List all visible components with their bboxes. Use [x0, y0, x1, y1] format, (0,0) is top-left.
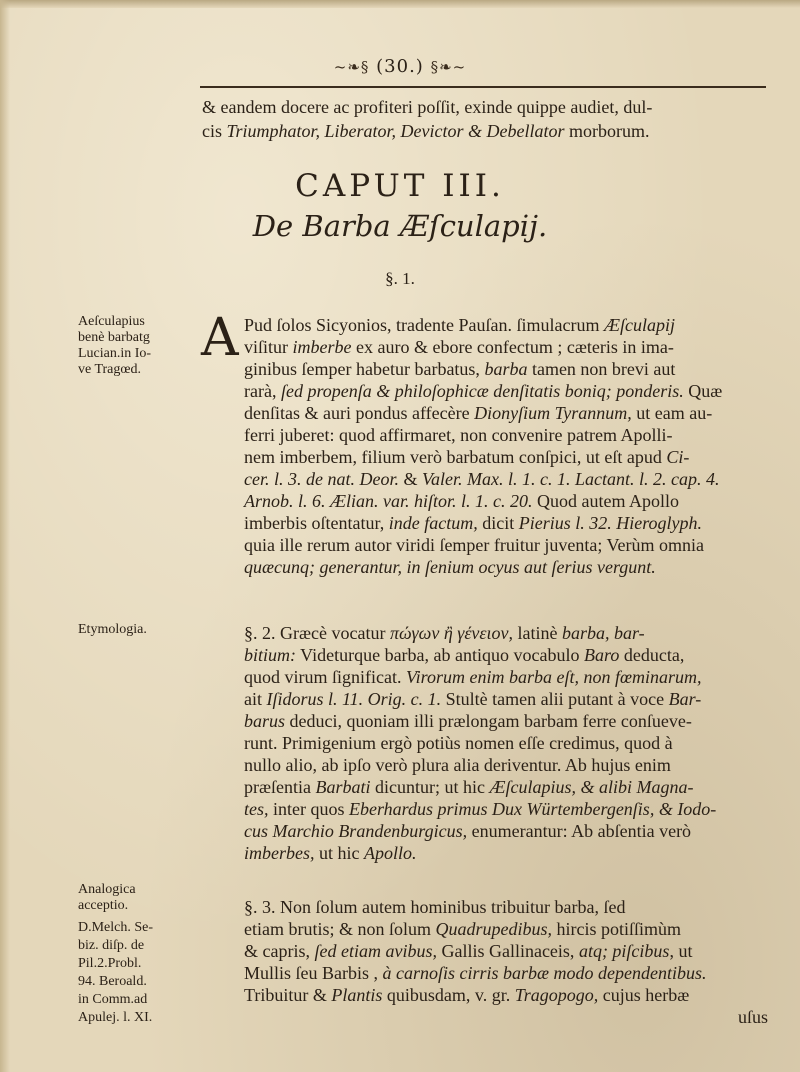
text-line: præſentia Barbati dicuntur; ut hic Æſculapius, & alibi Magna- — [244, 777, 694, 797]
page-number — [0, 56, 800, 77]
chapter-title: CAPUT III. — [295, 168, 505, 204]
text-line: tes, inter quos Eberhardus primus Dux Würtembergenſis, & Iodo- — [244, 799, 717, 819]
catchword: uſus — [738, 1007, 769, 1027]
text-line: Tribuitur & Plantis quibusdam, v. gr. Tragopogo, cujus herbæ — [244, 985, 690, 1005]
margin-note: Analogica — [78, 882, 136, 897]
margin-note: benè barbatg — [78, 330, 150, 345]
text-line: runt. Primigenium ergò potiùs nomen eſſe credimus, quod à — [244, 733, 673, 753]
header-rule — [200, 86, 766, 88]
page-number-text: (30.) — [376, 56, 424, 77]
text-line: ginibus ſemper habetur barbatus, barba tamen non brevi aut — [244, 359, 676, 379]
text-line: ferri juberet: quod affirmaret, non convenire patrem Apolli- — [244, 425, 673, 445]
margin-note: ve Tragœd. — [78, 362, 142, 377]
drop-cap: A — [201, 308, 239, 368]
text-line: cis Triumphator, Liberator, Devictor & Debellator morborum. — [202, 121, 650, 141]
margin-note: acceptio. — [78, 898, 129, 913]
text-line: bitium: Videturque barba, ab antiquo vocabulo Baro deducta, — [244, 645, 685, 665]
text-line: & eandem docere ac profiteri poſſit, exinde quippe audiet, dul- — [202, 97, 653, 117]
text-line: Pud ſolos Sicyonios, tradente Pauſan. ſimulacrum Æſculapij — [244, 315, 675, 335]
text-line: denſitas & auri pondus affecère Dionyſium Tyrannum, ut eam au- — [244, 403, 713, 423]
margin-note: biz. diſp. de — [78, 938, 145, 953]
text-line: etiam brutis; & non ſolum Quadrupedibus, hircis potiſſimùm — [244, 919, 681, 939]
right-ornament: §❧~ — [430, 58, 467, 76]
text-line: quæcunq; generantur, in ſenium ocyus aut ſerius vergunt. — [244, 557, 656, 577]
margin-note: 94. Beroald. — [78, 974, 147, 989]
text-line: nullo alio, ab ipſo verò plura alia deriventur. Ab hujus enim — [244, 755, 671, 775]
text-line: §. 3. Non ſolum autem hominibus tribuitur barba, ſed — [244, 897, 626, 917]
text-line: imberbes, ut hic Apollo. — [244, 843, 417, 863]
page-left-edge — [0, 0, 10, 1072]
text-line: cus Marchio Brandenburgicus, enumerantur: Ab abſentia verò — [244, 821, 692, 841]
text-line: imberbis oſtentatur, inde factum, dicit Pierius l. 32. Hieroglyph. — [244, 513, 703, 533]
text-line: viſitur imberbe ex auro & ebore confectum ; cæteris in ima- — [244, 337, 674, 357]
margin-note: Apulej. l. XI. — [78, 1010, 153, 1025]
text-line: & capris, ſed etiam avibus, Gallis Gallinaceis, atq; piſcibus, ut — [244, 941, 693, 961]
text-line: nem imberbem, filium verò barbatum conſpici, ut eſt apud Ci- — [244, 447, 690, 467]
margin-note: Lucian.in Io- — [78, 346, 152, 361]
section-mark: §. 1. — [385, 269, 415, 288]
margin-note: Pil.2.Probl. — [78, 956, 142, 971]
left-ornament: ~❧§ — [333, 58, 370, 76]
margin-note: Aeſculapius — [78, 314, 145, 329]
chapter-subtitle: De Barba Æſculapij. — [252, 209, 548, 243]
margin-note: in Comm.ad — [78, 992, 148, 1007]
text-line: §. 2. Græcè vocatur πώγων ἢ γένειον, latinè barba, bar- — [244, 623, 645, 643]
text-line: quia ille rerum autor viridi ſemper fruitur juventa; Verùm omnia — [244, 535, 705, 555]
margin-note: Etymologia. — [78, 622, 147, 637]
text-line: rarà, ſed propenſa & philoſophicæ denſitatis boniq; ponderis. Quæ — [244, 381, 723, 401]
text-line: barus deduci, quoniam illi prælongam barbam ferre conſueve- — [244, 711, 692, 731]
text-line: ait Iſidorus l. 11. Orig. c. 1. Stultè tamen alii putant à voce Bar- — [244, 689, 702, 709]
text-line: Mullis ſeu Barbis , à carnoſis cirris barbæ modo dependentibus. — [244, 963, 707, 983]
margin-note: D.Melch. Se- — [78, 920, 154, 935]
text-line: cer. l. 3. de nat. Deor. & Valer. Max. l. 1. c. 1. Lactant. l. 2. cap. 4. — [244, 469, 720, 489]
page-top-edge — [0, 0, 800, 8]
text-line: quod virum ſignificat. Virorum enim barba eſt, non fœminarum, — [244, 667, 702, 687]
text-line: Arnob. l. 6. Ælian. var. hiſtor. l. 1. c. 20. Quod autem Apollo — [244, 491, 680, 511]
